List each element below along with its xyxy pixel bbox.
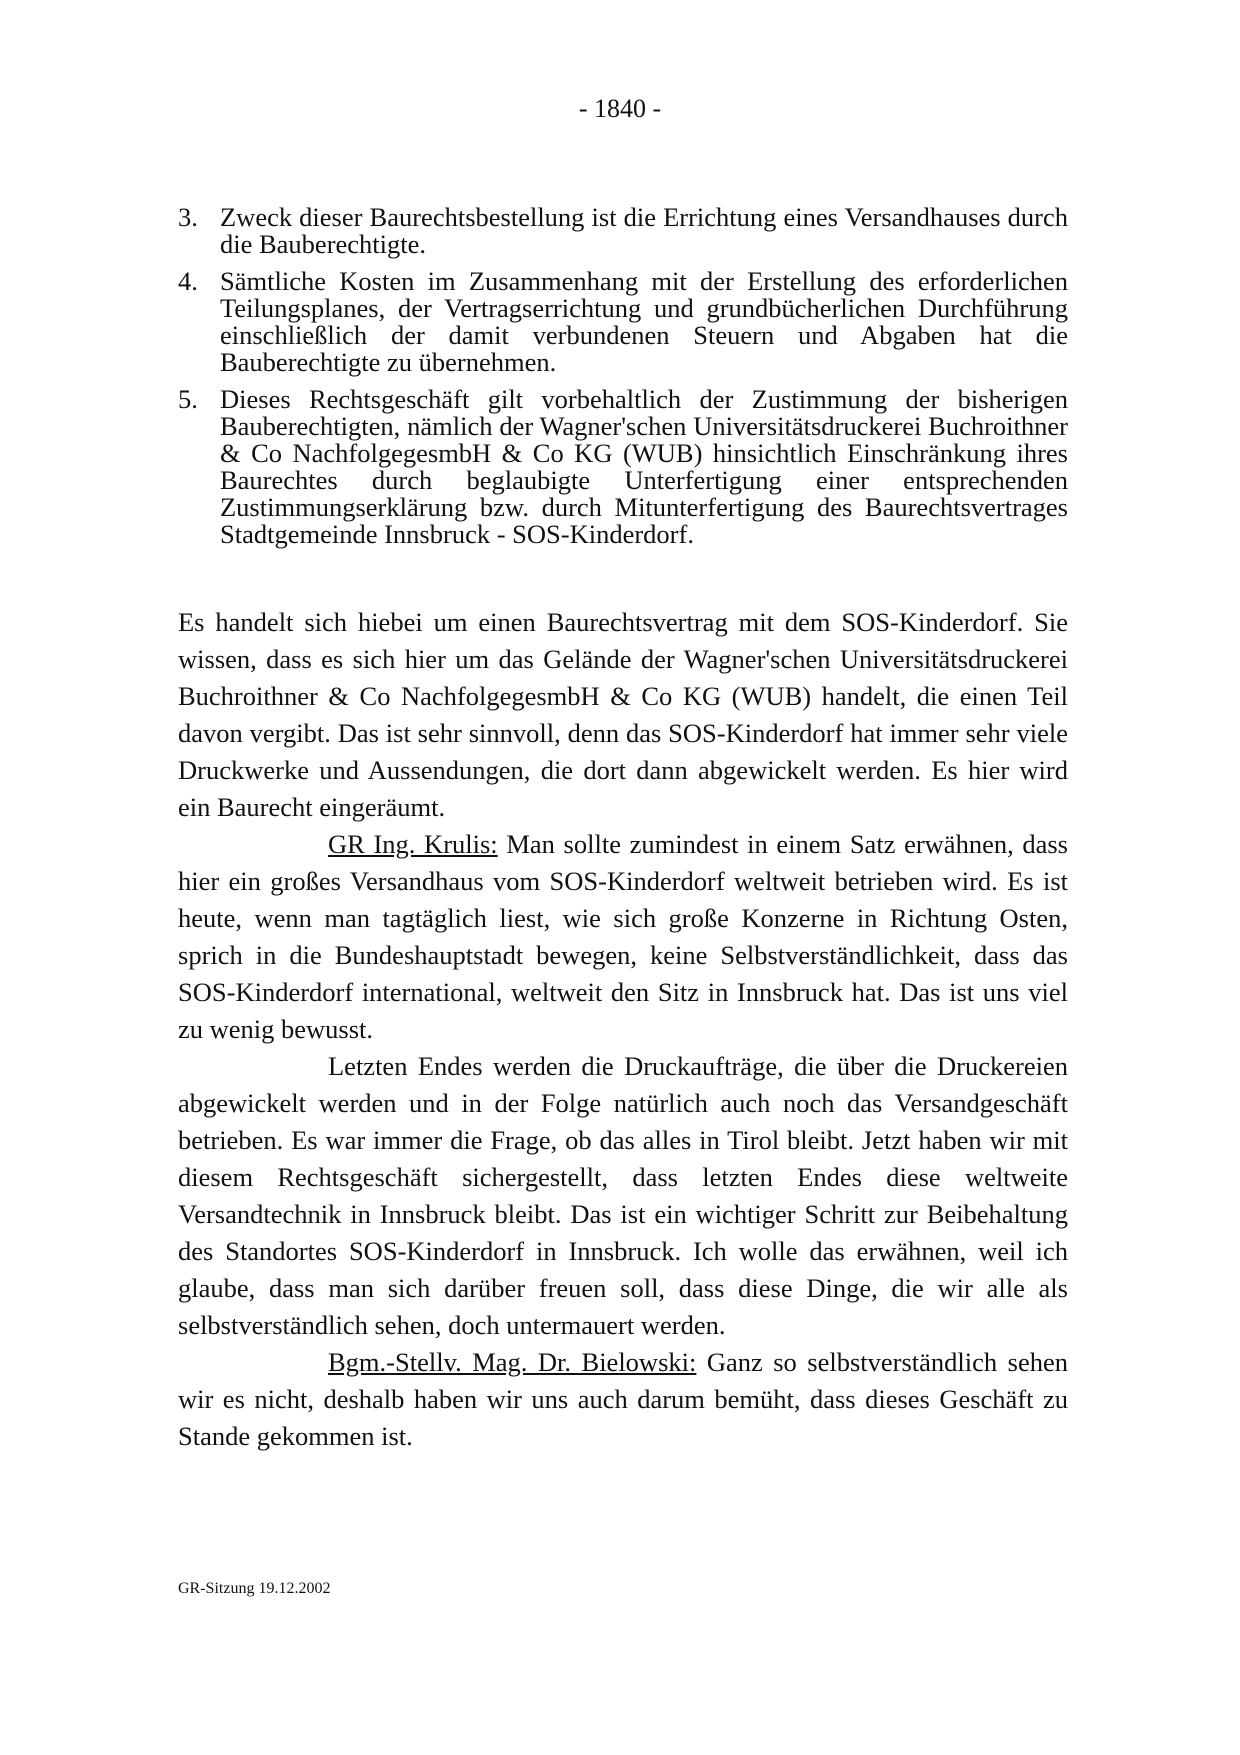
speaker-name: GR Ing. Krulis: <box>328 829 498 859</box>
speech-text: Ganz so selbstverständlich sehen wir es nicht, deshalb haben wir uns auch darum bemüht, dass dieses Geschäft zu Stande gekommen ist. <box>178 1347 1068 1451</box>
body-text <box>178 604 1068 1455</box>
list-item-number: 5. <box>178 384 198 414</box>
footer-session-date: GR-Sitzung 19.12.2002 <box>178 1580 331 1597</box>
list-item-5 <box>178 386 1068 548</box>
list-item-number: 4. <box>178 266 198 296</box>
numbered-list <box>178 204 1068 558</box>
list-item-3 <box>178 204 1068 258</box>
paragraph-1: Es handelt sich hiebei um einen Baurechtsvertrag mit dem SOS-Kinderdorf. Sie wissen, dass es sich hier um das Gelände der Wagner'schen Universitätsdruckerei Buchroithner & Co NachfolgegesmbH & Co KG (WUB) handelt, die einen Teil davon vergibt. Das ist sehr sinnvoll, denn das SOS-Kinderdorf hat immer sehr viele Druckwerke und Aussendungen, die dort dann abgewickelt werden. Es hier wird ein Baurecht eingeräumt. <box>178 607 1068 822</box>
list-item-text: Zweck dieser Baurechtsbestellung ist die Errichtung eines Versandhauses durch die Bauberechtigte. <box>220 202 1068 259</box>
list-item-text: Sämtliche Kosten im Zusammenhang mit der Erstellung des erforderlichen Teilungsplanes, der Vertragserrichtung und grundbücherlichen Durchführung einschließlich der damit verbundenen Steuern und Abgaben hat die Bauberechtigte zu übernehmen. <box>220 266 1068 377</box>
paragraph-3: Letzten Endes werden die Druckaufträge, die über die Druckereien abgewickelt werden und in der Folge natürlich auch noch das Versandgeschäft betrieben. Es war immer die Frage, ob das alles in Tirol bleibt. Jetzt haben wir mit diesem Rechtsgeschäft sichergestellt, dass letzten Endes diese weltweite Versandtechnik in Innsbruck bleibt. Das ist ein wichtiger Schritt zur Beibehaltung des Standortes SOS-Kinderdorf in Innsbruck. Ich wolle das erwähnen, weil ich glaube, dass man sich darüber freuen soll, dass diese Dinge, die wir alle als selbstverständlich sehen, doch untermauert werden. <box>178 1051 1068 1340</box>
list-item-4 <box>178 268 1068 376</box>
speech-text: Man sollte zumindest in einem Satz erwähnen, dass hier ein großes Versandhaus vom SOS-Kinderdorf weltweit betrieben wird. Es ist heute, wenn man tagtäglich liest, wie sich große Konzerne in Richtung Osten, sprich in die Bundeshauptstadt bewegen, keine Selbstverständlichkeit, dass das SOS-Kinderdorf international, weltweit den Sitz in Innsbruck hat. Das ist uns viel zu wenig bewusst. <box>178 829 1068 1044</box>
speaker-name: Bgm.-Stellv. Mag. Dr. Bielowski: <box>328 1347 697 1377</box>
list-item-text: Dieses Rechtsgeschäft gilt vorbehaltlich der Zustimmung der bisherigen Bauberechtigten, nämlich der Wagner'schen Universitätsdruckerei Buchroithner & Co NachfolgegesmbH & Co KG (WUB) hinsichtlich Einschränkung ihres Baurechtes durch beglaubigte Unterfertigung einer entsprechenden Zustimmungserklärung bzw. durch Mitunterfertigung des Baurechtsvertrages Stadtgemeinde Innsbruck - SOS-Kinderdorf. <box>220 384 1068 549</box>
paragraph-4 <box>178 1344 1068 1455</box>
page-number: - 1840 - <box>578 94 662 123</box>
paragraph-2 <box>178 826 1068 1048</box>
list-item-number: 3. <box>178 202 198 232</box>
